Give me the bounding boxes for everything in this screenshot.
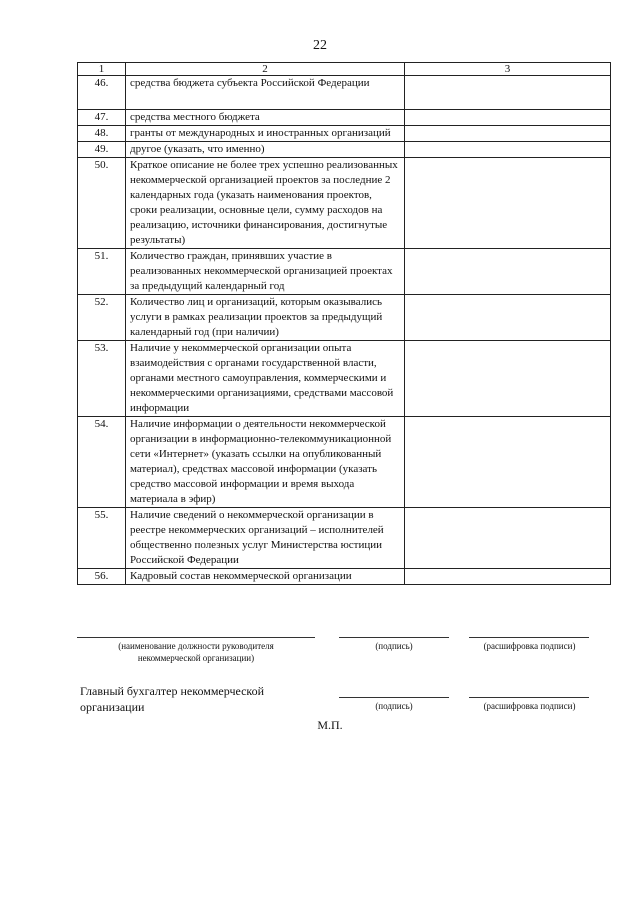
row-number: 54. <box>78 417 126 508</box>
table-row <box>78 76 611 110</box>
seal-placeholder: М.П. <box>317 718 343 732</box>
row-description: гранты от международных и иностранных организаций <box>126 126 405 142</box>
decoding-line[interactable] <box>469 637 589 638</box>
decoding-caption: (расшифровка подписи) <box>483 641 576 651</box>
chief-decoding-line[interactable] <box>469 697 589 698</box>
row-value <box>405 295 611 341</box>
row-number: 53. <box>78 341 126 417</box>
row-number: 52. <box>78 295 126 341</box>
signature-caption: (подпись) <box>375 641 413 651</box>
row-description: Наличие у некоммерческой организации опыта взаимодействия с органами государственной власти, органами местного самоуправления, коммерческими и некоммерческими организациями, средствами массовой информации <box>126 341 405 417</box>
row-value <box>405 110 611 126</box>
table-row <box>78 110 611 126</box>
row-value <box>405 158 611 249</box>
row-description: Краткое описание не более трех успешно реализованных некоммерческой организацией проектов за последние 2 календарных года (указать наименования проектов, сроки реализации, основные цели, сумму расходов на реализацию, источники финансирования, достигнутые результаты) <box>126 158 405 249</box>
row-description: средства местного бюджета <box>126 110 405 126</box>
row-description: Наличие информации о деятельности некоммерческой организации в информационно-телекоммуникационной сети «Интернет» (указать ссылки на опубликованный материал), средствах массовой информации (указать средство массовой информации и время выхода материала в эфир) <box>126 417 405 508</box>
table-row <box>78 417 611 508</box>
table-row <box>78 249 611 295</box>
position-caption: (наименование должности руководителя некоммерческой организации) <box>118 641 274 663</box>
chief-signature-line[interactable] <box>339 697 449 698</box>
table-row <box>78 569 611 585</box>
position-signature-line[interactable] <box>77 637 315 638</box>
row-number: 50. <box>78 158 126 249</box>
row-value <box>405 417 611 508</box>
row-value <box>405 569 611 585</box>
row-number: 48. <box>78 126 126 142</box>
row-value <box>405 341 611 417</box>
row-description: Количество граждан, принявших участие в реализованных некоммерческой организацией проектах за предыдущий календарный год <box>126 249 405 295</box>
row-value <box>405 126 611 142</box>
page-number: 22 <box>313 38 327 53</box>
row-description: другое (указать, что именно) <box>126 142 405 158</box>
row-number: 46. <box>78 76 126 110</box>
header-col-2: 2 <box>126 63 405 76</box>
row-value <box>405 508 611 569</box>
table-row <box>78 295 611 341</box>
row-value <box>405 249 611 295</box>
row-number: 49. <box>78 142 126 158</box>
table-row <box>78 158 611 249</box>
header-col-1: 1 <box>78 63 126 76</box>
row-number: 55. <box>78 508 126 569</box>
row-number: 51. <box>78 249 126 295</box>
table-row <box>78 508 611 569</box>
header-col-3: 3 <box>405 63 611 76</box>
row-description: Количество лиц и организаций, которым оказывались услуги в рамках реализации проектов за предыдущий календарный год (при наличии) <box>126 295 405 341</box>
table-row <box>78 142 611 158</box>
signature-caption: (подпись) <box>375 701 413 711</box>
row-value <box>405 142 611 158</box>
row-number: 56. <box>78 569 126 585</box>
form-table <box>77 62 611 585</box>
row-number: 47. <box>78 110 126 126</box>
row-description: средства бюджета субъекта Российской Федерации <box>126 76 405 110</box>
row-description: Наличие сведений о некоммерческой организации в реестре некоммерческих организаций – исполнителей общественно полезных услуг Министерства юстиции Российской Федерации <box>126 508 405 569</box>
header-row <box>78 63 611 76</box>
row-value <box>405 76 611 110</box>
chief-accountant-label: Главный бухгалтер некоммерческой организации <box>80 684 265 714</box>
table-row <box>78 126 611 142</box>
decoding-caption: (расшифровка подписи) <box>483 701 576 711</box>
table-row <box>78 341 611 417</box>
signature-line[interactable] <box>339 637 449 638</box>
row-description: Кадровый состав некоммерческой организации <box>126 569 405 585</box>
